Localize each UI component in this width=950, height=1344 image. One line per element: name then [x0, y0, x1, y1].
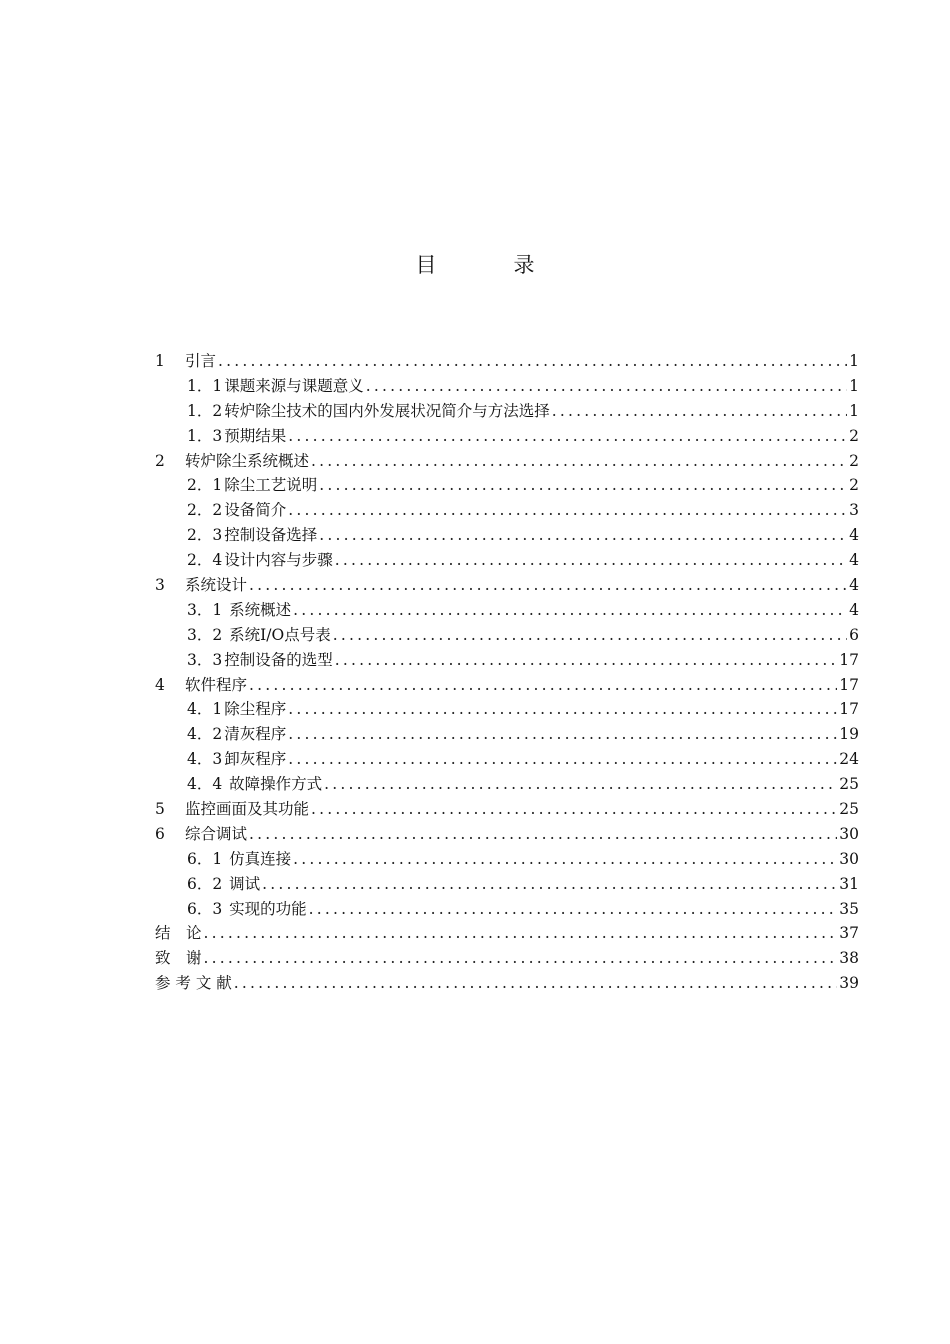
toc-entry-page: 37 — [839, 924, 859, 943]
toc-entry-label: 卸灰程序 — [224, 750, 287, 769]
toc-leader-dots — [249, 573, 847, 598]
toc-entry[interactable] — [155, 648, 859, 673]
toc-entry-label: 实现的功能 — [224, 899, 307, 918]
toc-leader-dots — [288, 747, 837, 772]
toc-leader-dots — [311, 449, 847, 474]
toc-entry[interactable] — [155, 449, 859, 474]
toc-entry-label: 转炉除尘系统概述 — [185, 451, 310, 470]
toc-entry[interactable] — [155, 872, 859, 897]
toc-entry-number: 2．1 — [187, 476, 223, 495]
toc-entry-page: 4 — [849, 600, 859, 619]
toc-leader-dots — [319, 523, 847, 548]
toc-entry[interactable] — [155, 374, 859, 399]
toc-entry-number: 5 — [155, 800, 165, 819]
toc-leader-dots — [309, 897, 838, 922]
toc-entry-label: 控制设备的选型 — [224, 650, 333, 669]
toc-entry-page: 17 — [839, 700, 859, 719]
toc-entry-page: 17 — [839, 650, 859, 669]
toc-entry[interactable] — [155, 673, 859, 698]
toc-leader-dots — [288, 498, 847, 523]
toc-entry-label: 调试 — [224, 874, 261, 893]
toc-entry-number: 6．2 — [187, 874, 223, 893]
toc-entry-page: 25 — [839, 775, 859, 794]
toc-entry-page: 31 — [839, 874, 859, 893]
toc-entry-number: 2．3 — [187, 526, 223, 545]
toc-entry-page: 30 — [839, 849, 859, 868]
toc-entry-number: 1．3 — [187, 426, 223, 445]
toc-leader-dots — [288, 697, 837, 722]
toc-leader-dots — [335, 548, 847, 573]
toc-entry-page: 1 — [849, 376, 859, 395]
toc-entry-page: 38 — [839, 949, 859, 968]
toc-entry-label: 结 论 — [155, 924, 202, 943]
toc-entry-label: 参 考 文 献 — [155, 974, 232, 993]
toc-entry-page: 1 — [849, 401, 859, 420]
toc-entry-number: 2．4 — [187, 551, 223, 570]
toc-entry-label: 除尘程序 — [224, 700, 287, 719]
toc-entry[interactable] — [155, 573, 859, 598]
toc-entry-label: 转炉除尘技术的国内外发展状况简介与方法选择 — [224, 401, 550, 420]
toc-entry-label: 设备简介 — [224, 501, 287, 520]
toc-entry-number: 4．1 — [187, 700, 223, 719]
toc-entry-page: 4 — [849, 526, 859, 545]
toc-entry[interactable] — [155, 747, 859, 772]
toc-leader-dots — [249, 673, 837, 698]
toc-entry[interactable] — [155, 971, 859, 996]
toc-entry-number: 4．3 — [187, 750, 223, 769]
toc-leader-dots — [234, 971, 837, 996]
toc-entry-number: 1 — [155, 352, 165, 370]
toc-entry-label: 系统设计 — [185, 576, 248, 595]
toc-entry-page: 35 — [839, 899, 859, 918]
toc-leader-dots — [204, 946, 838, 971]
toc-entry[interactable] — [155, 349, 859, 374]
toc-entry-page: 6 — [849, 625, 859, 644]
toc-entry-number: 3．2 — [187, 625, 223, 644]
toc-entry-page: 4 — [849, 576, 859, 595]
toc-leader-dots — [249, 822, 837, 847]
toc-entry-label: 故障操作方式 — [224, 775, 323, 794]
toc-entry-label: 控制设备选择 — [224, 526, 318, 545]
toc-entry[interactable] — [155, 797, 859, 822]
toc-entry-number: 1．2 — [187, 401, 223, 420]
toc-entry-page: 17 — [839, 675, 859, 694]
toc-leader-dots — [311, 797, 837, 822]
toc-leader-dots — [324, 772, 837, 797]
toc-entry-number: 3 — [155, 576, 165, 595]
toc-entry[interactable] — [155, 822, 859, 847]
toc-entry[interactable] — [155, 473, 859, 498]
toc-entry-number: 2 — [155, 451, 165, 470]
toc-leader-dots — [293, 598, 847, 623]
toc-entry[interactable] — [155, 424, 859, 449]
toc-leader-dots — [262, 872, 837, 897]
toc-entry-label: 清灰程序 — [224, 725, 287, 744]
toc-entry-page: 2 — [849, 476, 859, 495]
toc-entry-page: 39 — [839, 974, 859, 993]
toc-leader-dots — [552, 399, 847, 424]
toc-leader-dots — [293, 847, 837, 872]
toc-entry-page: 1 — [849, 352, 859, 370]
toc-entry-label: 仿真连接 — [224, 849, 292, 868]
toc-entry-label: 课题来源与课题意义 — [224, 376, 364, 395]
toc-leader-dots — [204, 921, 838, 946]
toc-entry-number: 6．1 — [187, 849, 223, 868]
toc-title: 目 录 — [415, 253, 563, 277]
toc-leader-dots — [319, 473, 847, 498]
toc-entry[interactable] — [155, 598, 859, 623]
toc-entry-page: 2 — [849, 426, 859, 445]
toc-entry-page: 24 — [839, 750, 859, 769]
toc-leader-dots — [288, 722, 837, 747]
toc-entry[interactable] — [155, 847, 859, 872]
toc-entry[interactable] — [155, 498, 859, 523]
toc-entry-label: 设计内容与步骤 — [224, 551, 333, 570]
toc-entry-number: 4．2 — [187, 725, 223, 744]
toc-entry-label: 系统I/O点号表 — [224, 625, 331, 644]
toc-entry[interactable] — [155, 697, 859, 722]
toc-entry-number: 6．3 — [187, 899, 223, 918]
toc-entry-number: 4．4 — [187, 775, 223, 794]
toc-entry-page: 30 — [839, 824, 859, 843]
toc-entry-label: 预期结果 — [224, 426, 287, 445]
toc-entry-page: 4 — [849, 551, 859, 570]
toc-leader-dots — [335, 648, 838, 673]
toc-entry-number: 6 — [155, 824, 165, 843]
toc-entry-page: 19 — [839, 725, 859, 744]
toc-entry-label: 除尘工艺说明 — [224, 476, 318, 495]
toc-entry[interactable] — [155, 946, 859, 971]
toc-leader-dots — [218, 349, 847, 374]
toc-entry[interactable] — [155, 548, 859, 573]
toc-entry-label: 监控画面及其功能 — [185, 800, 310, 819]
toc-entry[interactable] — [155, 623, 859, 648]
toc-entry-number: 3．3 — [187, 650, 223, 669]
toc-entry[interactable] — [155, 772, 859, 797]
toc-entry[interactable] — [155, 921, 859, 946]
toc-entry-page: 3 — [849, 501, 859, 520]
toc-entry-label: 综合调试 — [185, 824, 248, 843]
toc-entry-number: 4 — [155, 675, 165, 694]
toc-entry-page: 2 — [849, 451, 859, 470]
toc-entry-label: 系统概述 — [224, 600, 292, 619]
toc-entry[interactable] — [155, 399, 859, 424]
toc-entry-number: 1．1 — [187, 376, 223, 395]
toc-leader-dots — [366, 374, 847, 399]
toc-entry-label: 软件程序 — [185, 675, 248, 694]
toc-entry[interactable] — [155, 722, 859, 747]
toc-entry[interactable] — [155, 897, 859, 922]
table-of-contents — [155, 349, 859, 996]
toc-entry[interactable] — [155, 523, 859, 548]
toc-leader-dots — [333, 623, 847, 648]
toc-entry-label: 致 谢 — [155, 949, 202, 968]
toc-entry-number: 2．2 — [187, 501, 223, 520]
toc-entry-number: 3．1 — [187, 600, 223, 619]
toc-entry-label: 引言 — [185, 352, 217, 370]
toc-entry-page: 25 — [839, 800, 859, 819]
toc-leader-dots — [288, 424, 847, 449]
